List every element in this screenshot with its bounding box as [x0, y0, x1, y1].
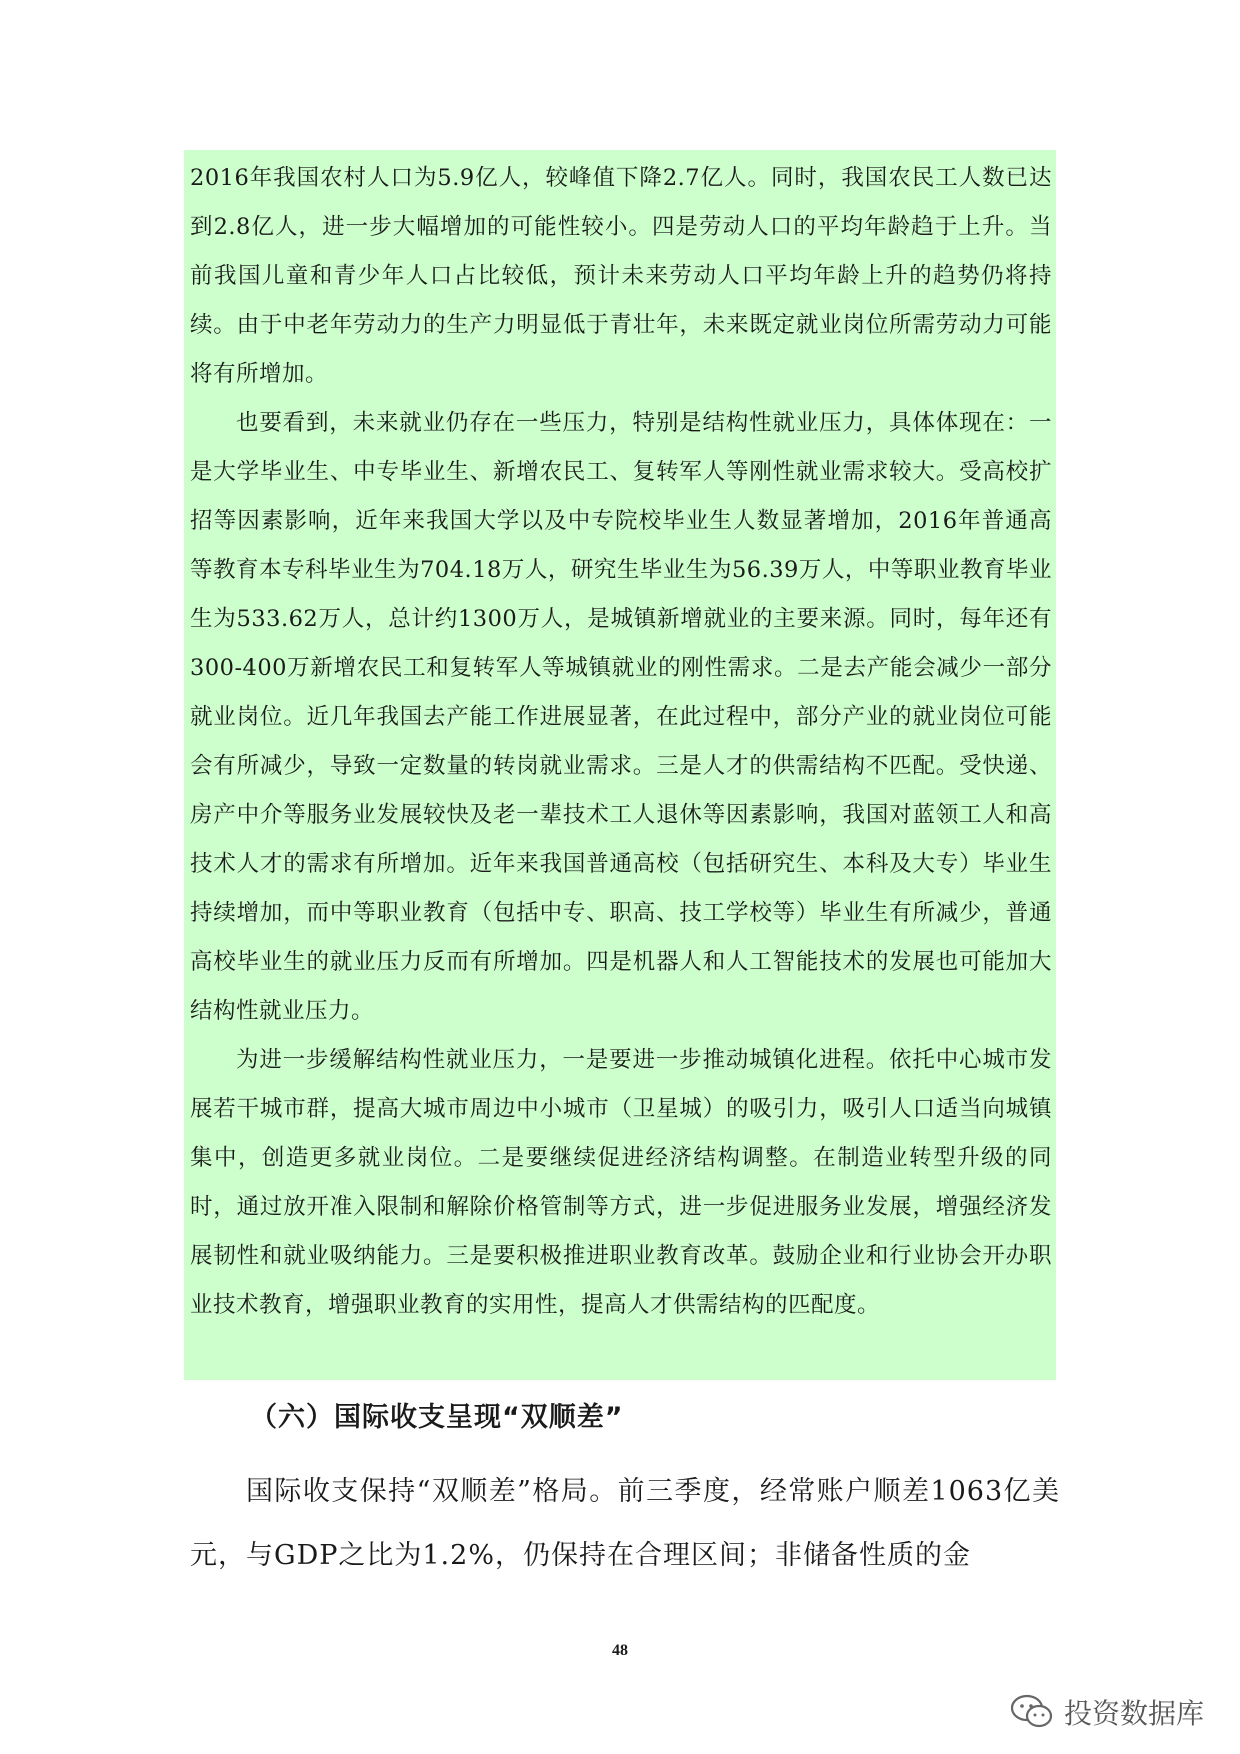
watermark	[1010, 1692, 1204, 1732]
watermark-text: 投资数据库	[1064, 1697, 1205, 1730]
wechat-icon	[1010, 1694, 1054, 1730]
section-heading: （六）国际收支呈现“双顺差”	[250, 1402, 624, 1433]
page-number: 48	[612, 1642, 628, 1659]
paragraph-rural-population: 2016年我国农村人口为5.9亿人，较峰值下降2.7亿人。同时，我国农民工人数已达到2.8亿人，进一步大幅增加的可能性较小。四是劳动人口的平均年龄趋于上升。当前我国儿童和青少年人口占比较低，预计未来劳动人口平均年龄上升的趋势仍将持续。由于中老年劳动力的生产力明显低于青壮年，未来既定就业岗位所需劳动力可能将有所增加。	[190, 165, 1052, 387]
paragraph-policy-measures: 为进一步缓解结构性就业压力，一是要进一步推动城镇化进程。依托中心城市发展若干城市群，提高大城市周边中小城市（卫星城）的吸引力，吸引人口适当向城镇集中，创造更多就业岗位。二是要继续促进经济结构调整。在制造业转型升级的同时，通过放开准入限制和解除价格管制等方式，进一步促进服务业发展，增强经济发展韧性和就业吸纳能力。三是要积极推进职业教育改革。鼓励企业和行业协会开办职业技术教育，增强职业教育的实用性，提高人才供需结构的匹配度。	[190, 1047, 1052, 1318]
paragraph-employment-pressure: 也要看到，未来就业仍存在一些压力，特别是结构性就业压力，具体体现在：一是大学毕业生、中专毕业生、新增农民工、复转军人等刚性就业需求较大。受高校扩招等因素影响，近年来我国大学以及中专院校毕业生人数显著增加，2016年普通高等教育本专科毕业生为704.18万人，研究生毕业生为56.39万人，中等职业教育毕业生为533.62万人，总计约1300万人，是城镇新增就业的主要来源。同时，每年还有300-400万新增农民工和复转军人等城镇就业的刚性需求。二是去产能会减少一部分就业岗位。近几年我国去产能工作进展显著，在此过程中，部分产业的就业岗位可能会有所减少，导致一定数量的转岗就业需求。三是人才的供需结构不匹配。受快递、房产中介等服务业发展较快及老一辈技术工人退休等因素影响，我国对蓝领工人和高技术人才的需求有所增加。近年来我国普通高校（包括研究生、本科及大专）毕业生持续增加，而中等职业教育（包括中专、职高、技工学校等）毕业生有所减少，普通高校毕业生的就业压力反而有所增加。四是机器人和人工智能技术的发展也可能加大结构性就业压力。	[190, 410, 1052, 1024]
highlighted-text-block	[184, 150, 1056, 1380]
paragraph-balance-of-payments: 国际收支保持“双顺差”格局。前三季度，经常账户顺差1063亿美元，与GDP之比为1.2%，仍保持在合理区间；非储备性质的金	[190, 1476, 1060, 1571]
